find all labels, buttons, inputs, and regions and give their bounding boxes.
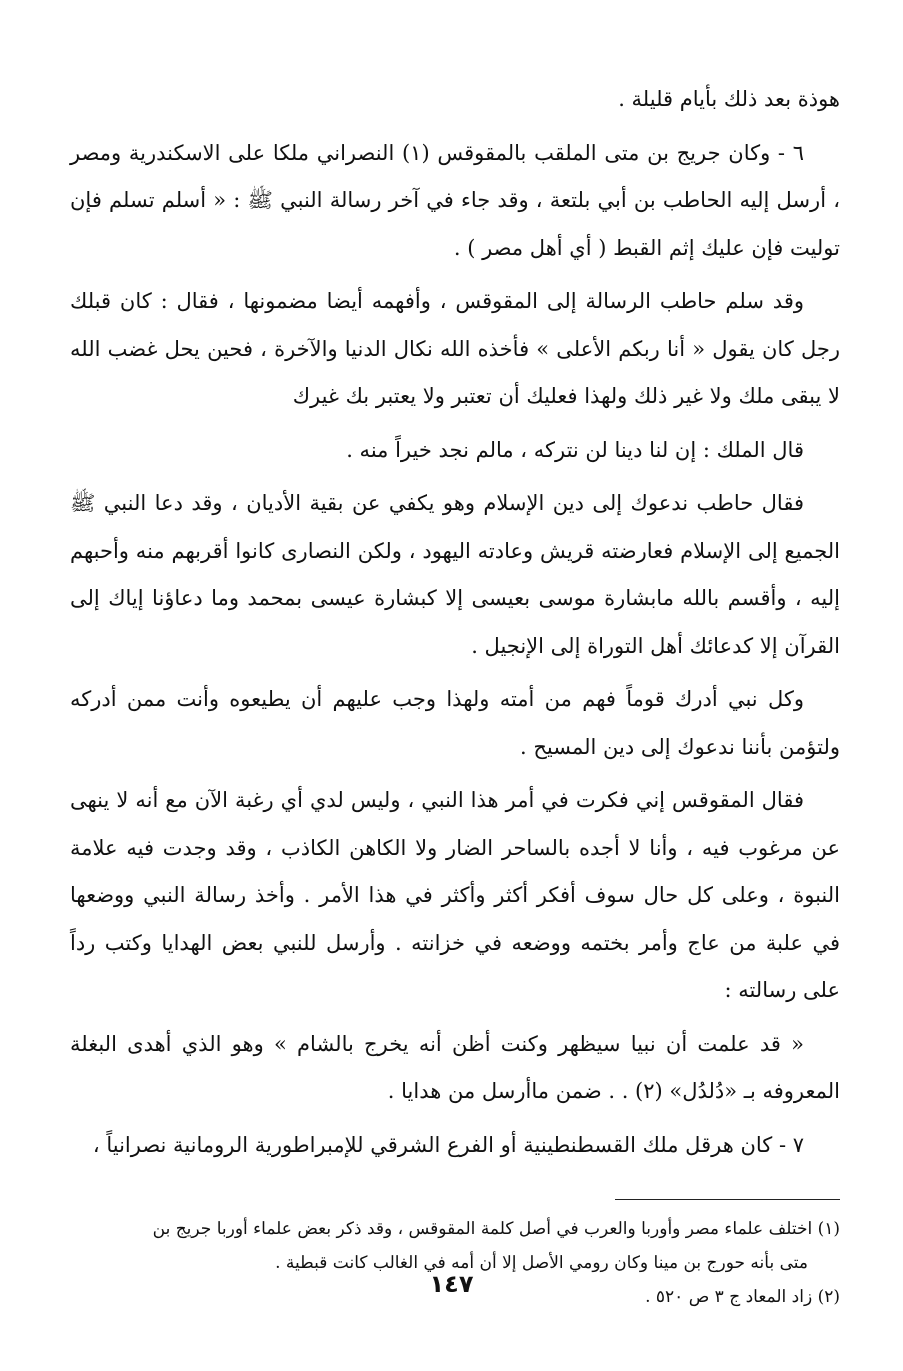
- paragraph-6: وكل نبي أدرك قوماً فهم من أمته ولهذا وجب عليهم أن يطيعوه وأنت ممن أدركه ولتؤمن بأننا ندعوك إلى دين المسيح .: [70, 687, 840, 759]
- paragraph-5: فقال حاطب ندعوك إلى دين الإسلام وهو يكفي عن بقية الأديان ، وقد دعا النبي ﷺ الجميع إلى الإسلام فعارضته قريش وعادته اليهود ، ولكن النصارى كانوا أقربهم منه وأحبهم إليه ، وأقسم بالله مابشارة موسى بعيسى إلا كبشارة عيسى بمحمد وما دعاؤنا إياك إلى القرآن إلا كدعائك أهل التوراة إلى الإنجيل .: [70, 491, 840, 658]
- page-body: [70, 76, 840, 1314]
- paragraph-4: قال الملك : إن لنا دينا لن نتركه ، مالم نجد خيراً منه .: [346, 437, 804, 462]
- paragraph-3: وقد سلم حاطب الرسالة إلى المقوقس ، وأفهمه أيضا مضمونها ، فقال : كان قبلك رجل كان يقول « أنا ربكم الأعلى » فأخذه الله نكال الدنيا والآخرة ، فحين يحل غضب الله لا يبقى ملك ولا غير ذلك ولهذا فعليك أن تعتبر ولا يعتبر بك غيرك: [70, 289, 840, 408]
- footnote-separator: [615, 1199, 840, 1200]
- paragraph-9: ٧ - كان هرقل ملك القسطنطينية أو الفرع الشرقي للإمبراطورية الرومانية نصرانياً ،: [92, 1132, 804, 1157]
- footnote-2: (٢) زاد المعاد ج ٣ ص ٥٢٠ .: [645, 1287, 840, 1307]
- footnotes: [70, 1212, 840, 1314]
- paragraph-2: ٦ - وكان جريج بن متى الملقب بالمقوقس (١) النصراني ملكا على الاسكندرية ومصر ، أرسل إليه الحاطب بن أبي بلتعة ، وقد جاء في آخر رسالة النبي ﷺ : « أسلم تسلم فإن توليت فإن عليك إثم القبط ( أي أهل مصر ) .: [70, 140, 840, 260]
- paragraph-8: « قد علمت أن نبيا سيظهر وكنت أظن أنه يخرج بالشام » وهو الذي أهدى البغلة المعروفه بـ «دُلدُل» (٢) . . ضمن ماأرسل من هدايا .: [70, 1031, 840, 1103]
- paragraph-1: هوذة بعد ذلك بأيام قليلة .: [618, 87, 840, 111]
- page-number: ١٤٧: [429, 1270, 474, 1298]
- paragraph-7: فقال المقوقس إني فكرت في أمر هذا النبي ، وليس لدي أي رغبة الآن مع أنه لا ينهى عن مرغوب فيه ، وأنا لا أجده بالساحر الضار ولا الكاهن الكاذب ، وقد وجدت فيه علامة النبوة ، وعلى كل حال سوف أفكر أكثر وأكثر في هذا الأمر . وأخذ رسالة النبي ووضعها في علبة من عاج وأمر بختمه ووضعه في خزانته . وأرسل للنبي بعض الهدايا وكتب رداً على رسالته :: [70, 788, 840, 1002]
- footnote-1-line-2: متى بأنه حورج بن مينا وكان رومي الأصل إلا أن أمه في الغالب كانت قبطية .: [275, 1253, 808, 1273]
- footnote-1-line-1: (١) اختلف علماء مصر وأوربا والعرب في أصل كلمة المقوقس ، وقد ذكر بعض علماء أوربا جريج بن: [152, 1219, 840, 1239]
